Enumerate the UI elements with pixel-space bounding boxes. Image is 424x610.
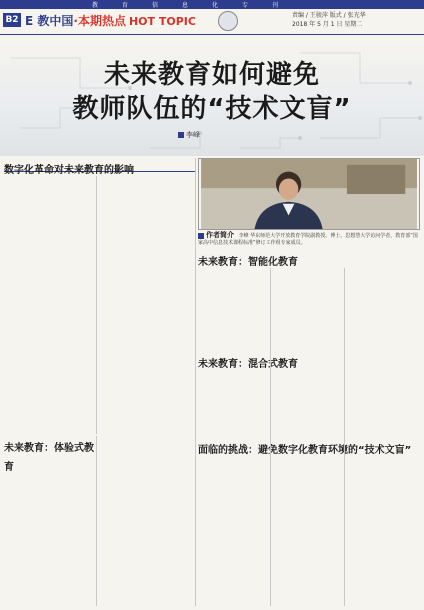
caption-heading: 作者简介: [206, 231, 234, 239]
section-5-heading: [198, 438, 420, 456]
section-4-title: 未来教育：混合式教育: [198, 359, 298, 370]
motto-char: 专: [242, 2, 249, 9]
section-2-column-b: [100, 436, 192, 606]
column-divider: [96, 436, 97, 606]
motto-char: 育: [122, 2, 129, 9]
section-4-heading: [198, 352, 346, 370]
section-3-column-b: [272, 268, 342, 350]
section-2-title: 未来教育：体验式教育: [4, 443, 94, 473]
page-number: B2: [3, 13, 21, 27]
section-4-column-b: [272, 370, 342, 434]
masthead: [0, 9, 424, 35]
section-5-title: 面临的挑战：避免数字化教育环境的“技术文盲”: [198, 445, 412, 456]
caption-text: 华东师范大学开放教育学院副教授、博士、思想慧大学访问学者，教育部“国家高中信息技术课程标准”修订工作组专家成员。: [198, 233, 418, 246]
caption-marker-icon: [198, 233, 204, 239]
caption-name: 李峰: [238, 233, 249, 239]
section-1-column-b: [100, 176, 192, 434]
editor-info: [292, 11, 366, 29]
column-divider: [195, 158, 196, 606]
section-3-column-a: [198, 268, 268, 350]
column-divider: [344, 268, 345, 606]
motto-char: 教: [92, 2, 99, 9]
section-4-column-a: [198, 370, 268, 434]
section-5-column-b: [272, 456, 342, 606]
motto-char: 化: [212, 2, 219, 9]
section-3-heading: [198, 250, 420, 268]
section-2-column-a: [4, 452, 94, 606]
motto-char: 息: [182, 2, 189, 9]
section-4-column-c: [346, 352, 420, 434]
motto-char: 信: [152, 2, 159, 9]
headline-line-1: 未来教育如何避免: [103, 60, 320, 90]
byline: [178, 130, 200, 140]
section-en-label: HOT TOPIC: [128, 15, 196, 28]
section-5-column-a: [198, 456, 268, 606]
photo-caption: [198, 232, 420, 248]
column-divider: [96, 176, 97, 434]
motto-char: 刊: [272, 2, 279, 9]
section-1-title: 数字化革命对未来教育的影响: [4, 165, 134, 176]
author-photo-block: [198, 158, 420, 248]
headline-line-2: 教师队伍的“技术文盲”: [72, 94, 352, 124]
section-label: E 教中国: [25, 14, 74, 28]
motto: [92, 0, 302, 9]
column-divider: [270, 268, 271, 606]
editor-line: 责编 / 王骏萍 版式 / 张光华: [292, 12, 366, 19]
section-1-column-a: [4, 176, 94, 434]
byline-author: 李峰: [186, 131, 200, 139]
section-3-title: 未来教育：智能化教育: [198, 257, 298, 268]
date-line: 2018 年 5 月 1 日 星期二: [292, 21, 363, 28]
byline-marker-icon: [178, 132, 184, 138]
section-2-heading: [4, 436, 94, 473]
top-motto-strip: [0, 0, 424, 9]
section-5-column-c: [346, 456, 420, 606]
headline-block: [0, 38, 424, 156]
subsection-label: ·本期热点: [73, 14, 126, 28]
masthead-logo-icon: [218, 11, 238, 31]
section-1-heading: [4, 158, 196, 176]
author-photo: [198, 158, 420, 230]
section-name: [25, 12, 196, 29]
section-3-column-c: [346, 268, 420, 350]
